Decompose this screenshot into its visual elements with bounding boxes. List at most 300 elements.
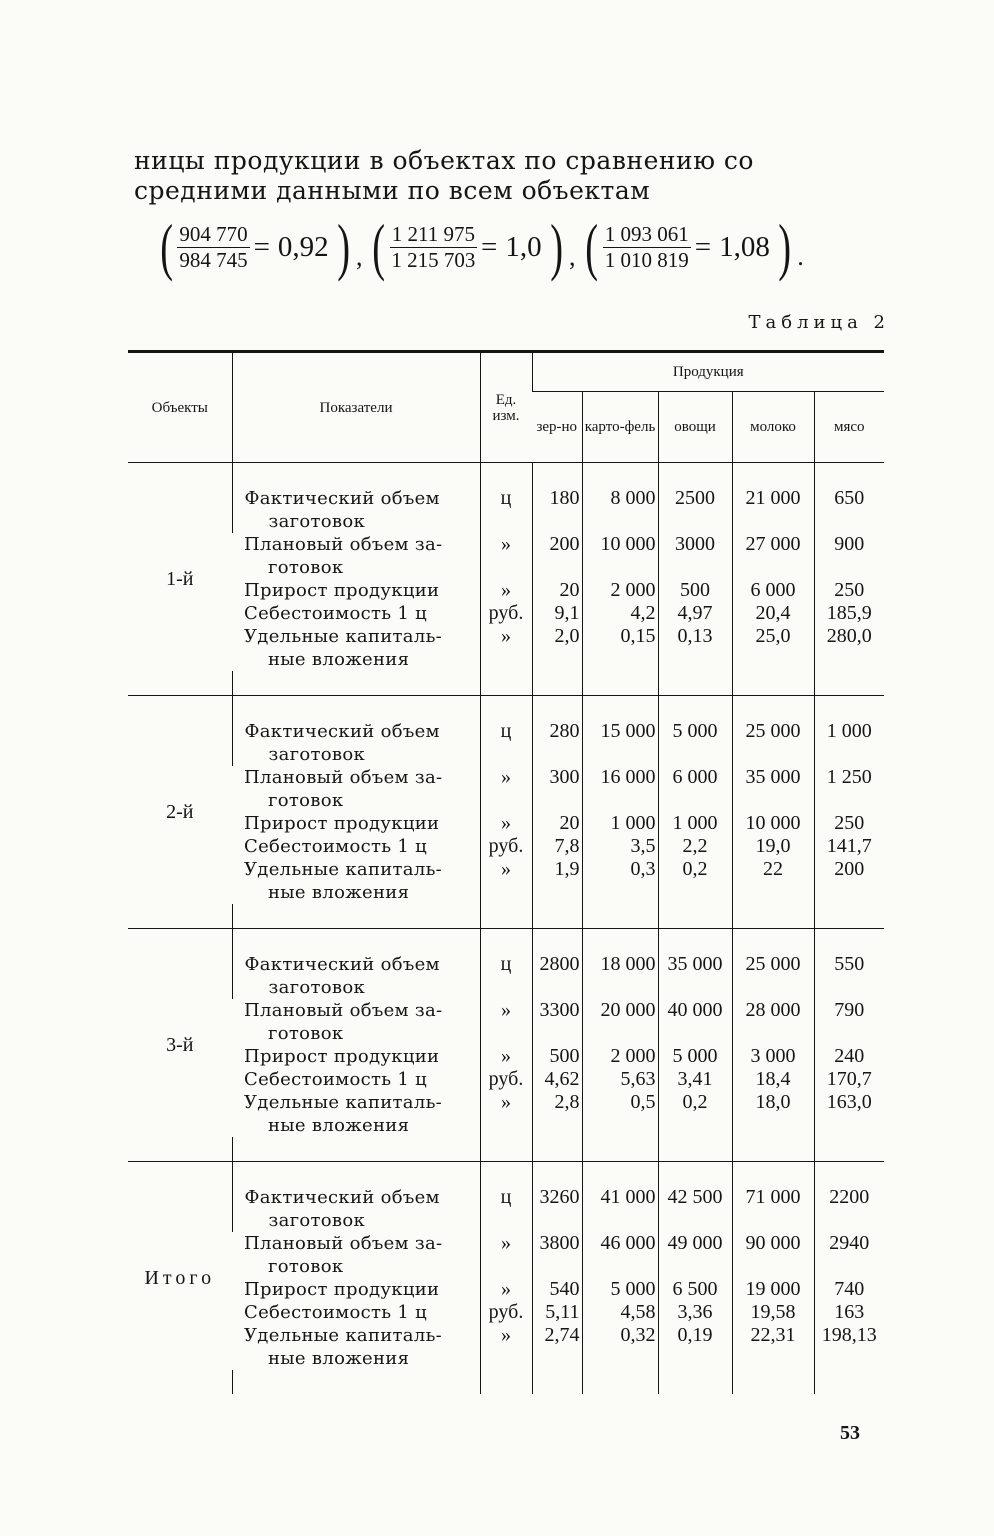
unit-cell: руб.	[480, 602, 532, 625]
spacer-cell	[532, 1162, 582, 1187]
unit-cell: »	[480, 858, 532, 904]
fraction-3-denominator: 1 010 819	[604, 247, 689, 272]
value-grain: 4,62	[532, 1068, 582, 1091]
object-name: 1-й	[166, 567, 194, 590]
value-milk: 6 000	[732, 579, 814, 602]
spacer-cell	[582, 1137, 658, 1162]
indicator-label	[232, 858, 480, 904]
indicator-label	[232, 1186, 480, 1232]
spacer-cell	[658, 929, 732, 954]
value-potato: 3,5	[582, 835, 658, 858]
spacer-cell	[814, 904, 884, 929]
unit-cell: »	[480, 1091, 532, 1137]
value-grain: 2800	[532, 953, 582, 999]
value-grain: 280	[532, 720, 582, 766]
value-grain: 500	[532, 1045, 582, 1068]
value-milk: 27 000	[732, 533, 814, 579]
value-grain: 20	[532, 579, 582, 602]
spacer-cell	[658, 1370, 732, 1394]
spacer-cell	[128, 1370, 232, 1394]
value-meat: 163	[814, 1301, 884, 1324]
value-milk: 90 000	[732, 1232, 814, 1278]
value-grain: 200	[532, 533, 582, 579]
value-potato: 2 000	[582, 1045, 658, 1068]
group-total	[128, 1162, 884, 1395]
comma-separator: ,	[568, 242, 576, 271]
value-potato: 5 000	[582, 1278, 658, 1301]
spacer-cell	[232, 904, 480, 929]
spacer-cell	[732, 904, 814, 929]
value-milk: 35 000	[732, 766, 814, 812]
value-milk: 18,4	[732, 1068, 814, 1091]
indicator-text: Прирост продукции	[244, 813, 440, 834]
value-vegetables: 3,36	[658, 1301, 732, 1324]
ratio-1-result: 0,92	[277, 230, 329, 263]
indicator-text: Себестоимость 1 ц	[244, 1302, 428, 1323]
spacer-cell	[582, 671, 658, 696]
indicator-text: Себестоимость 1 ц	[244, 1069, 428, 1090]
value-milk: 10 000	[732, 812, 814, 835]
left-paren: (	[372, 211, 386, 282]
table-row	[128, 1045, 884, 1068]
object-name: Итого	[144, 1266, 216, 1289]
table-row	[128, 602, 884, 625]
table-row	[128, 766, 884, 812]
value-grain: 300	[532, 766, 582, 812]
value-meat: 790	[814, 999, 884, 1045]
spacer-cell	[532, 1370, 582, 1394]
header-objects: Объекты	[151, 399, 208, 416]
value-milk: 22,31	[732, 1324, 814, 1370]
group-3	[128, 929, 884, 1162]
spacer-cell	[532, 671, 582, 696]
unit-cell: »	[480, 999, 532, 1045]
value-vegetables: 5 000	[658, 720, 732, 766]
spacer-cell	[128, 904, 232, 929]
left-paren: (	[585, 211, 599, 282]
indicator-text: Фактический объем	[244, 721, 440, 742]
value-potato: 18 000	[582, 953, 658, 999]
indicator-text: ные вложения	[268, 1348, 410, 1369]
unit-cell: »	[480, 625, 532, 671]
spacer-cell	[128, 696, 232, 721]
equals-sign: =	[481, 230, 498, 263]
value-vegetables: 2,2	[658, 835, 732, 858]
spacer-cell	[732, 463, 814, 488]
unit-cell: »	[480, 1324, 532, 1370]
spacer-cell	[480, 929, 532, 954]
indicator-label	[232, 1068, 480, 1091]
value-meat: 280,0	[814, 625, 884, 671]
ratio-3-result: 1,08	[719, 230, 770, 263]
indicator-text: заготовок	[268, 511, 366, 532]
indicator-text: ные вложения	[268, 1115, 410, 1136]
value-vegetables: 49 000	[658, 1232, 732, 1278]
indicator-text: Плановый объем за-	[244, 1233, 443, 1254]
spacer-cell	[582, 904, 658, 929]
indicator-label	[232, 1232, 480, 1278]
header-potato: карто-фель	[582, 392, 658, 463]
spacer-cell	[480, 671, 532, 696]
equals-sign: =	[253, 230, 270, 263]
spacer-cell	[128, 1137, 232, 1162]
unit-cell: ц	[480, 1186, 532, 1232]
spacer-cell	[582, 463, 658, 488]
spacer-cell	[814, 1162, 884, 1187]
value-vegetables: 42 500	[658, 1186, 732, 1232]
indicator-label	[232, 953, 480, 999]
spacer-cell	[532, 904, 582, 929]
value-meat: 163,0	[814, 1091, 884, 1137]
value-milk: 21 000	[732, 487, 814, 533]
indicator-label	[232, 1324, 480, 1370]
table-row	[128, 720, 884, 766]
unit-cell: ц	[480, 487, 532, 533]
spacer-cell	[658, 904, 732, 929]
value-vegetables: 2500	[658, 487, 732, 533]
value-milk: 3 000	[732, 1045, 814, 1068]
value-potato: 2 000	[582, 579, 658, 602]
table-row	[128, 812, 884, 835]
unit-cell: руб.	[480, 1068, 532, 1091]
value-meat: 900	[814, 533, 884, 579]
value-potato: 0,5	[582, 1091, 658, 1137]
indicator-text: Удельные капиталь-	[244, 1325, 443, 1346]
indicator-text: готовок	[268, 1256, 344, 1277]
value-milk: 25 000	[732, 720, 814, 766]
fraction-1-denominator: 984 745	[179, 247, 248, 272]
indicator-text: Прирост продукции	[244, 1279, 440, 1300]
indicator-text: готовок	[268, 790, 344, 811]
equals-sign: =	[694, 230, 712, 263]
value-milk: 18,0	[732, 1091, 814, 1137]
spacer-cell	[814, 929, 884, 954]
spacer-cell	[658, 671, 732, 696]
spacer-cell	[480, 1162, 532, 1187]
spacer-cell	[732, 929, 814, 954]
value-potato: 0,32	[582, 1324, 658, 1370]
value-grain: 20	[532, 812, 582, 835]
indicator-label	[232, 602, 480, 625]
fraction-2-numerator: 1 211 975	[391, 221, 476, 246]
unit-cell: »	[480, 579, 532, 602]
spacer-cell	[732, 696, 814, 721]
value-meat: 200	[814, 858, 884, 904]
value-meat: 170,7	[814, 1068, 884, 1091]
unit-cell: »	[480, 1045, 532, 1068]
spacer-cell	[658, 696, 732, 721]
indicator-label	[232, 625, 480, 671]
value-meat: 650	[814, 487, 884, 533]
spacer-cell	[732, 1162, 814, 1187]
indicator-label	[232, 533, 480, 579]
header-grain: зер-но	[536, 419, 578, 435]
indicator-text: Удельные капиталь-	[244, 1092, 443, 1113]
value-vegetables: 3000	[658, 533, 732, 579]
value-potato: 5,63	[582, 1068, 658, 1091]
table-row	[128, 1324, 884, 1370]
value-potato: 20 000	[582, 999, 658, 1045]
value-meat: 550	[814, 953, 884, 999]
spacer-cell	[532, 929, 582, 954]
fraction-1-numerator: 904 770	[179, 221, 248, 246]
spacer-cell	[732, 1370, 814, 1394]
indicator-label	[232, 1045, 480, 1068]
value-vegetables: 1 000	[658, 812, 732, 835]
spacer-cell	[232, 929, 480, 954]
spacer-cell	[814, 671, 884, 696]
ratio-formulas	[156, 212, 896, 282]
unit-cell: »	[480, 533, 532, 579]
value-vegetables: 4,97	[658, 602, 732, 625]
value-potato: 4,58	[582, 1301, 658, 1324]
table-row	[128, 1278, 884, 1301]
value-milk: 19 000	[732, 1278, 814, 1301]
table-row	[128, 487, 884, 533]
value-milk: 19,58	[732, 1301, 814, 1324]
value-potato: 15 000	[582, 720, 658, 766]
value-grain: 1,9	[532, 858, 582, 904]
unit-cell: »	[480, 812, 532, 835]
value-meat: 1 250	[814, 766, 884, 812]
value-grain: 2,8	[532, 1091, 582, 1137]
fraction-2	[390, 222, 477, 273]
unit-cell: »	[480, 766, 532, 812]
header-milk: молоко	[732, 392, 814, 463]
value-potato: 0,15	[582, 625, 658, 671]
indicator-label	[232, 720, 480, 766]
value-grain: 2,0	[532, 625, 582, 671]
value-potato: 1 000	[582, 812, 658, 835]
spacer-cell	[232, 1370, 480, 1394]
value-meat: 2200	[814, 1186, 884, 1232]
indicator-text: Плановый объем за-	[244, 534, 443, 555]
spacer-cell	[232, 696, 480, 721]
indicator-text: заготовок	[268, 1210, 366, 1231]
unit-cell: ц	[480, 720, 532, 766]
indicator-text: Фактический объем	[244, 954, 440, 975]
spacer-cell	[480, 904, 532, 929]
value-grain: 7,8	[532, 835, 582, 858]
indicator-text: Плановый объем за-	[244, 1000, 443, 1021]
indicator-label	[232, 835, 480, 858]
indicator-text: Удельные капиталь-	[244, 859, 443, 880]
indicator-label	[232, 1278, 480, 1301]
fraction-3-numerator: 1 093 061	[604, 221, 689, 246]
value-vegetables: 3,41	[658, 1068, 732, 1091]
value-grain: 3300	[532, 999, 582, 1045]
table-row	[128, 1232, 884, 1278]
value-vegetables: 0,2	[658, 1091, 732, 1137]
value-meat: 240	[814, 1045, 884, 1068]
indicator-label	[232, 1301, 480, 1324]
spacer-cell	[658, 1137, 732, 1162]
right-paren: )	[336, 211, 350, 282]
spacer-cell	[128, 929, 232, 954]
value-meat: 141,7	[814, 835, 884, 858]
left-paren: (	[160, 211, 174, 282]
value-grain: 9,1	[532, 602, 582, 625]
spacer-cell	[532, 463, 582, 488]
fraction-1	[177, 222, 249, 273]
spacer-cell	[582, 1370, 658, 1394]
object-name: 2-й	[166, 800, 194, 823]
value-vegetables: 35 000	[658, 953, 732, 999]
fraction-2-denominator: 1 215 703	[391, 247, 476, 272]
indicator-text: заготовок	[268, 977, 366, 998]
value-potato: 46 000	[582, 1232, 658, 1278]
spacer-cell	[658, 463, 732, 488]
indicator-text: готовок	[268, 1023, 344, 1044]
header-indicators: Показатели	[232, 352, 480, 463]
value-milk: 20,4	[732, 602, 814, 625]
indicator-label	[232, 1091, 480, 1137]
spacer-cell	[814, 696, 884, 721]
value-vegetables: 0,2	[658, 858, 732, 904]
spacer-cell	[582, 929, 658, 954]
header-vegetables: овощи	[658, 392, 732, 463]
table-row	[128, 999, 884, 1045]
header-meat: мясо	[814, 392, 884, 463]
spacer-cell	[232, 463, 480, 488]
value-potato: 0,3	[582, 858, 658, 904]
value-vegetables: 5 000	[658, 1045, 732, 1068]
value-milk: 28 000	[732, 999, 814, 1045]
value-vegetables: 6 500	[658, 1278, 732, 1301]
spacer-cell	[582, 1162, 658, 1187]
page-number: 53	[840, 1422, 860, 1444]
value-potato: 10 000	[582, 533, 658, 579]
spacer-cell	[128, 1162, 232, 1187]
indicator-text: Себестоимость 1 ц	[244, 836, 428, 857]
spacer-cell	[480, 463, 532, 488]
table-row	[128, 579, 884, 602]
fraction-3	[603, 222, 691, 273]
unit-cell: »	[480, 1232, 532, 1278]
value-meat: 185,9	[814, 602, 884, 625]
table-caption: Таблица 2	[748, 312, 890, 333]
indicator-text: Фактический объем	[244, 1187, 440, 1208]
indicator-text: Прирост продукции	[244, 580, 440, 601]
value-meat: 250	[814, 812, 884, 835]
table-row	[128, 1186, 884, 1232]
indicator-label	[232, 487, 480, 533]
spacer-cell	[732, 671, 814, 696]
object-name: 3-й	[166, 1033, 194, 1056]
table-row	[128, 858, 884, 904]
value-milk: 25,0	[732, 625, 814, 671]
value-grain: 5,11	[532, 1301, 582, 1324]
value-vegetables: 0,19	[658, 1324, 732, 1370]
value-potato: 41 000	[582, 1186, 658, 1232]
ratio-2-result: 1,0	[505, 230, 542, 263]
table-row	[128, 835, 884, 858]
spacer-cell	[128, 463, 232, 488]
value-milk: 19,0	[732, 835, 814, 858]
spacer-cell	[532, 696, 582, 721]
group-1	[128, 463, 884, 696]
indicator-text: готовок	[268, 557, 344, 578]
value-meat: 198,13	[814, 1324, 884, 1370]
indicator-text: Прирост продукции	[244, 1046, 440, 1067]
spacer-cell	[732, 1137, 814, 1162]
value-meat: 1 000	[814, 720, 884, 766]
spacer-cell	[232, 1137, 480, 1162]
spacer-cell	[658, 1162, 732, 1187]
table-row	[128, 1068, 884, 1091]
value-grain: 3800	[532, 1232, 582, 1278]
value-milk: 22	[732, 858, 814, 904]
indicator-text: ные вложения	[268, 649, 410, 670]
value-milk: 25 000	[732, 953, 814, 999]
value-grain: 540	[532, 1278, 582, 1301]
spacer-cell	[532, 1137, 582, 1162]
value-grain: 3260	[532, 1186, 582, 1232]
spacer-cell	[480, 696, 532, 721]
indicator-text: ные вложения	[268, 882, 410, 903]
value-vegetables: 6 000	[658, 766, 732, 812]
table-row	[128, 533, 884, 579]
value-meat: 2940	[814, 1232, 884, 1278]
spacer-cell	[128, 671, 232, 696]
value-potato: 8 000	[582, 487, 658, 533]
table-row	[128, 1301, 884, 1324]
value-grain: 2,74	[532, 1324, 582, 1370]
table-row	[128, 953, 884, 999]
value-vegetables: 0,13	[658, 625, 732, 671]
indicator-text: Плановый объем за-	[244, 767, 443, 788]
header-unit: Ед. изм.	[480, 352, 532, 463]
data-table	[128, 350, 884, 1394]
group-2	[128, 696, 884, 929]
table-row	[128, 625, 884, 671]
indicator-label	[232, 579, 480, 602]
indicator-text: Фактический объем	[244, 488, 440, 509]
indicator-text: заготовок	[268, 744, 366, 765]
value-meat: 250	[814, 579, 884, 602]
unit-cell: руб.	[480, 1301, 532, 1324]
spacer-cell	[232, 1162, 480, 1187]
value-milk: 71 000	[732, 1186, 814, 1232]
spacer-cell	[480, 1137, 532, 1162]
value-vegetables: 40 000	[658, 999, 732, 1045]
spacer-cell	[582, 696, 658, 721]
header-products: Продукция	[532, 352, 884, 392]
unit-cell: ц	[480, 953, 532, 999]
indicator-label	[232, 812, 480, 835]
table-row	[128, 1091, 884, 1137]
spacer-cell	[814, 463, 884, 488]
indicator-text: Себестоимость 1 ц	[244, 603, 428, 624]
period: .	[797, 242, 804, 271]
right-paren: )	[778, 211, 791, 282]
right-paren: )	[549, 211, 563, 282]
value-vegetables: 500	[658, 579, 732, 602]
value-meat: 740	[814, 1278, 884, 1301]
spacer-cell	[232, 671, 480, 696]
value-potato: 16 000	[582, 766, 658, 812]
value-potato: 4,2	[582, 602, 658, 625]
indicator-text: Удельные капиталь-	[244, 626, 443, 647]
indicator-label	[232, 999, 480, 1045]
unit-cell: руб.	[480, 835, 532, 858]
table-header	[128, 352, 884, 463]
intro-paragraph: ницы продукции в объектах по сравнению со средними данными по всем объектам	[134, 146, 754, 205]
comma-separator: ,	[355, 242, 363, 271]
value-grain: 180	[532, 487, 582, 533]
spacer-cell	[480, 1370, 532, 1394]
spacer-cell	[814, 1370, 884, 1394]
